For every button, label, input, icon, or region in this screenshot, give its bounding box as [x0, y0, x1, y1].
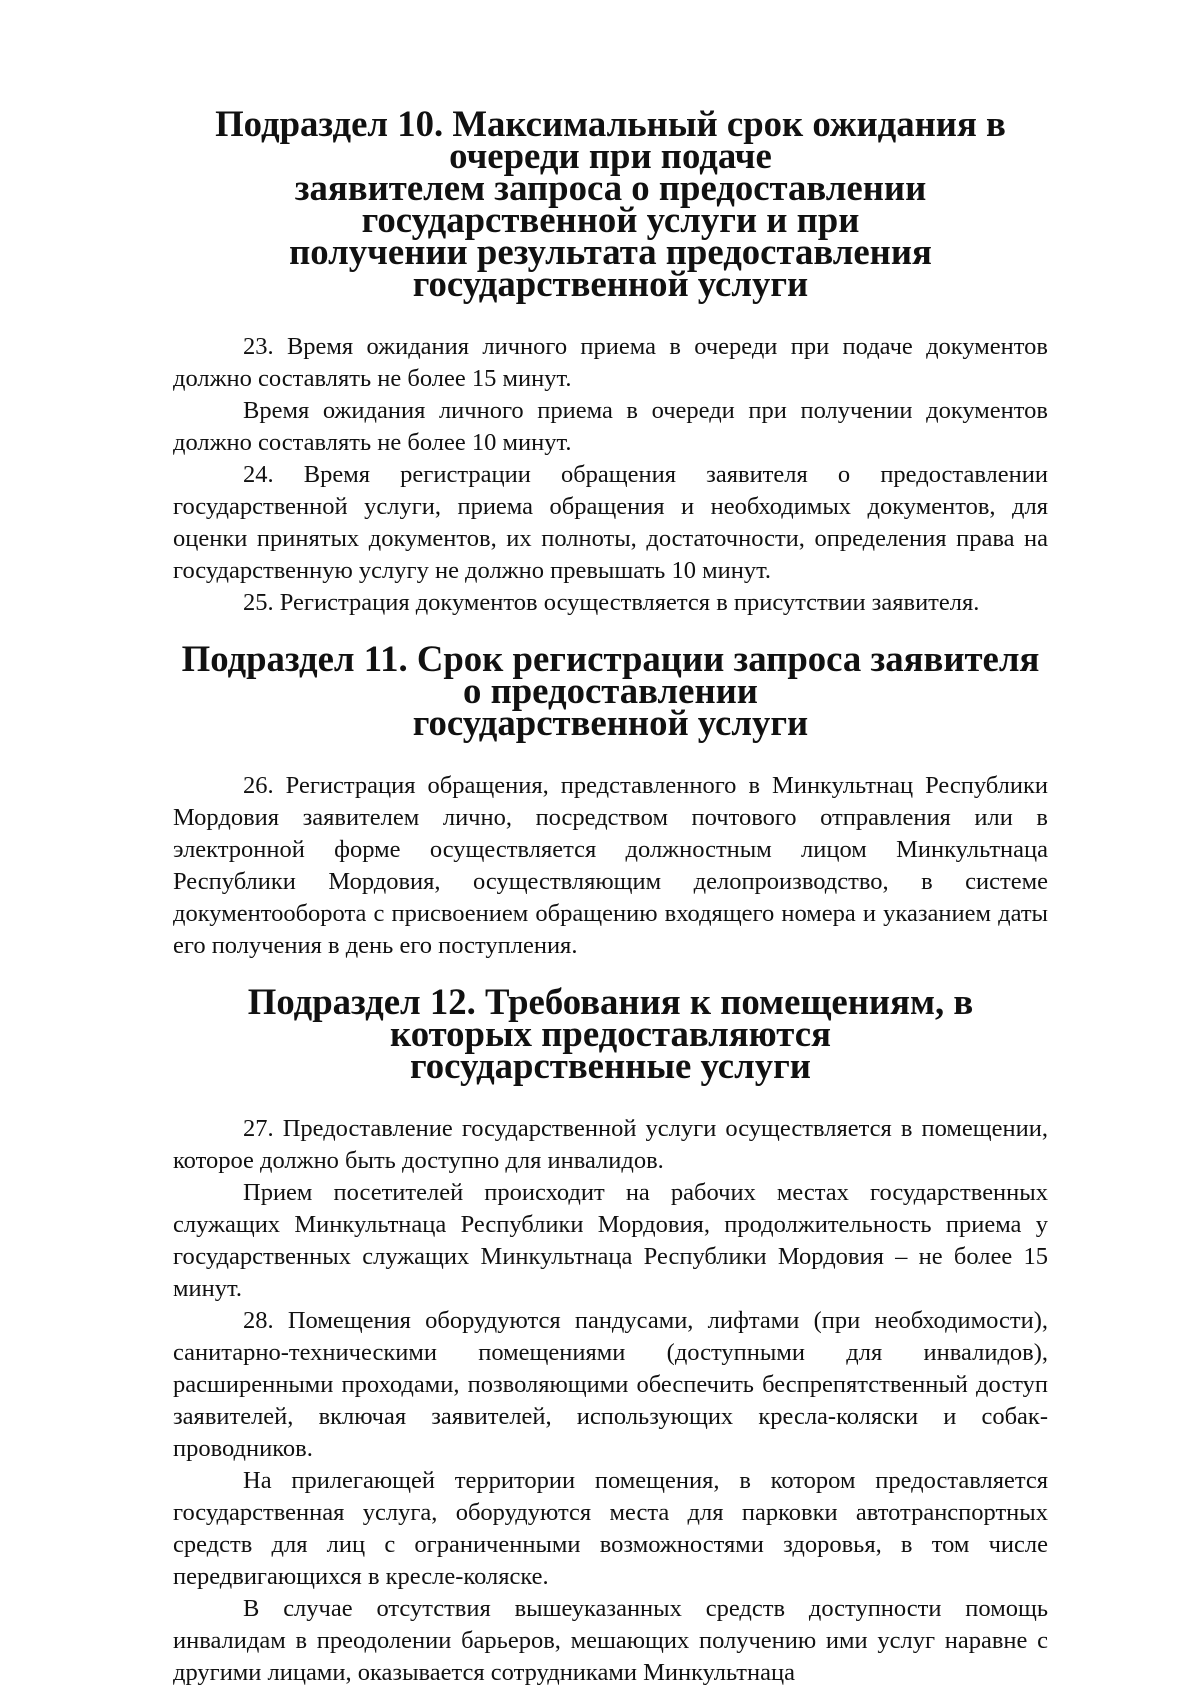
document-page: [173, 103, 1048, 1689]
paragraph-24: 24. Время регистрации обращения заявителя о предоставлении государственной услуги, приема обращения и необходимых документов, для оценки принятых документов, их полноты, достаточности, определения права на государственную услугу не должно превышать 10 минут.: [173, 461, 1048, 584]
paragraph-27-reception: Прием посетителей происходит на рабочих местах государственных служащих Минкультнаца Республики Мордовия, продолжительность приема у государственных служащих Минкультнаца Республики Мордовия – не более 15 минут.: [173, 1179, 1048, 1302]
heading-line: государственные услуги: [410, 1045, 811, 1086]
section-10-heading: [173, 103, 1048, 304]
heading-line: государственной услуги: [412, 702, 809, 743]
heading-line: Подраздел 11. Срок регистрации запроса заявителя о предоставлении: [181, 638, 1040, 711]
paragraph-27: 27. Предоставление государственной услуги осуществляется в помещении, которое должно быть доступно для инвалидов.: [173, 1115, 1048, 1174]
paragraph-26: 26. Регистрация обращения, представленного в Минкультнац Республики Мордовия заявителем лично, посредством почтового отправления или в электронной форме осуществляется должностным лицом Минкультнаца Республики Мордовия, осуществляющим делопроизводство, в системе документооборота с присвоением обращению входящего номера и указанием даты его получения в день его поступления.: [173, 772, 1048, 959]
paragraph-28-assistance: В случае отсутствия вышеуказанных средств доступности помощь инвалидам в преодолении барьеров, мешающих получению ими услуг наравне с другими лицами, оказывается сотрудниками Минкультнаца: [173, 1595, 1048, 1686]
paragraph-23-continued: Время ожидания личного приема в очереди при получении документов должно составлять не более 10 минут.: [173, 397, 1048, 456]
heading-line: Подраздел 10. Максимальный срок ожидания в очереди при подаче: [215, 103, 1006, 176]
heading-line: получении результата предоставления государственной услуги: [289, 231, 932, 304]
section-12-heading: [173, 981, 1048, 1086]
paragraph-28: 28. Помещения оборудуются пандусами, лифтами (при необходимости), санитарно-техническими помещениями (доступными для инвалидов), расширенными проходами, позволяющими обеспечить беспрепятственный доступ заявителей, включая заявителей, использующих кресла-коляски и собак-проводников.: [173, 1307, 1048, 1462]
section-11-heading: [173, 638, 1048, 743]
heading-line: Подраздел 12. Требования к помещениям, в которых предоставляются: [247, 981, 974, 1054]
paragraph-28-parking: На прилегающей территории помещения, в котором предоставляется государственная услуга, оборудуются места для парковки автотранспортных средств для лиц с ограниченными возможностями здоровья, в том числе передвигающихся в кресле-коляске.: [173, 1467, 1048, 1590]
paragraph-23: 23. Время ожидания личного приема в очереди при подаче документов должно составлять не более 15 минут.: [173, 333, 1048, 392]
heading-line: заявителем запроса о предоставлении государственной услуги и при: [294, 167, 927, 240]
paragraph-25: 25. Регистрация документов осуществляется в присутствии заявителя.: [243, 589, 980, 616]
